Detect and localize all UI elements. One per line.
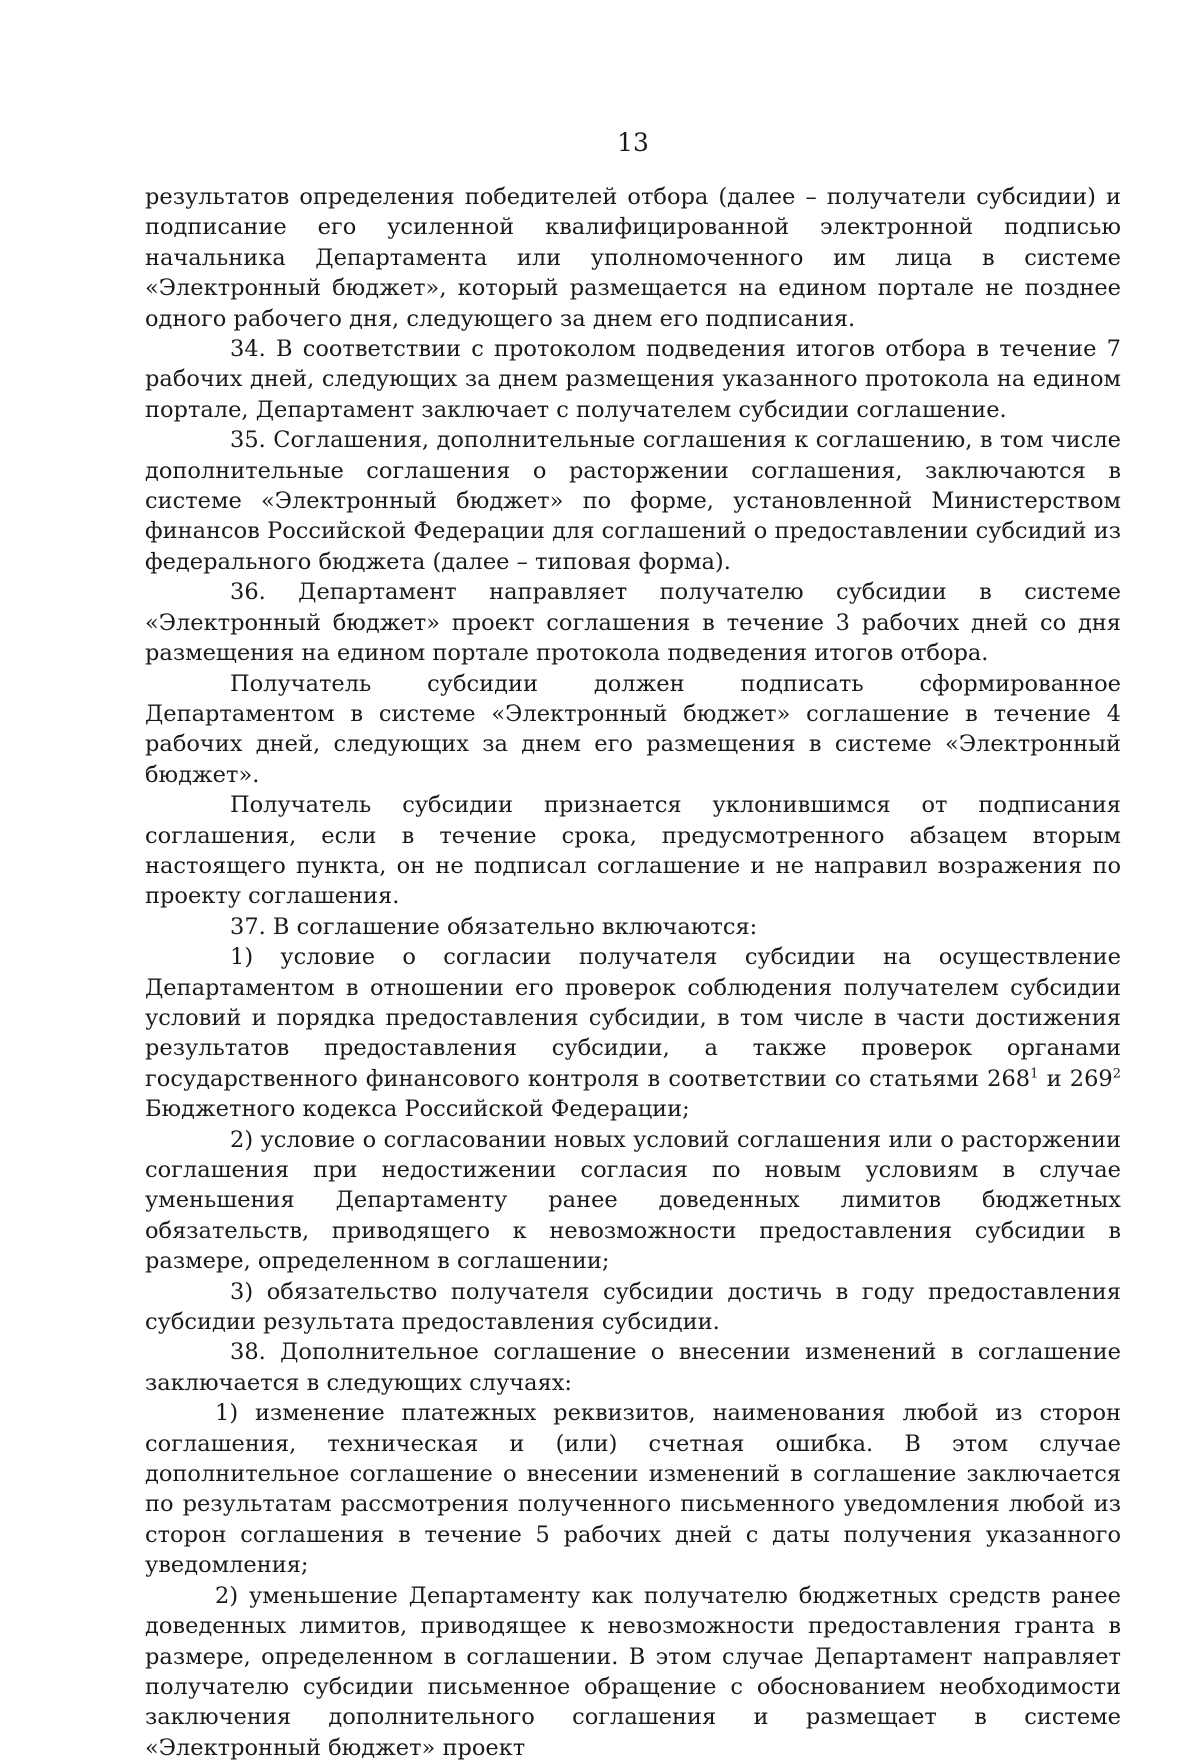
item-1-text-before: 1) условие о согласии получателя субсидии на осуществление Департаментом в отношении его проверок соблюдения получателем субсидии условий и порядка предоставления субсидии, в том числе в части достижения результатов предоставления субсидии, а также проверок органами государственного финансового контроля в соответствии со статьями 268 [145,944,1121,1092]
paragraph-38-item-1: 1) изменение платежных реквизитов, наименования любой из сторон соглашения, техническая и (или) счетная ошибка. В этом случае дополнительное соглашение о внесении изменений в соглашение заключается по результатам рассмотрения полученного письменного уведомления любой из сторон соглашения в течение 5 рабочих дней с даты получения указанного уведомления; [145,1400,1121,1579]
paragraph-35: 35. Соглашения, дополнительные соглашения к соглашению, в том числе дополнительные соглашения о расторжении соглашения, заключаются в системе «Электронный бюджет» по форме, установленной Министерством финансов Российской Федерации для соглашений о предоставлении субсидий из федерального бюджета (далее – типовая форма). [145,427,1121,575]
page-number: 13 [617,128,649,157]
paragraph-36: 36. Департамент направляет получателю субсидии в системе «Электронный бюджет» проект соглашения в течение 3 рабочих дней со дня размещения на едином портале протокола подведения итогов отбора. [145,579,1121,667]
paragraph-37-item-3: 3) обязательство получателя субсидии достичь в году предоставления субсидии результата предоставления субсидии. [145,1278,1121,1336]
paragraph-34: 34. В соответствии с протоколом подведения итогов отбора в течение 7 рабочих дней, следующих за днем размещения указанного протокола на едином портале, Департамент заключает с получателем субсидии соглашение. [145,336,1121,423]
paragraph-38: 38. Дополнительное соглашение о внесении изменений в соглашение заключается в следующих случаях: [145,1339,1121,1396]
article-269-superscript: 2 [1112,1066,1121,1082]
paragraph-continuation: результатов определения победителей отбора (далее – получатели субсидии) и подписание его усиленной квалифицированной электронной подписью начальника Департамента или уполномоченного им лица в системе «Электронный бюджет», который размещается на едином портале не позднее одного рабочего дня, следующего за днем его подписания. [145,184,1121,332]
article-268-superscript: 1 [1030,1066,1039,1082]
paragraph-38-item-2: 2) уменьшение Департаменту как получателю бюджетных средств ранее доведенных лимитов, приводящее к невозможности предоставления гранта в размере, определенном в соглашении. В этом случае Департамент направляет получателю субсидии письменное обращение с обоснованием необходимости заключения дополнительного соглашения и размещает в системе «Электронный бюджет» проект [145,1582,1121,1761]
document-page [145,128,1121,1763]
paragraph-36-evasion: Получатель субсидии признается уклонившимся от подписания соглашения, если в течение срока, предусмотренного абзацем вторым настоящего пункта, он не подписал соглашение и не направил возражения по проекту соглашения. [145,792,1121,910]
paragraph-37: 37. В соглашение обязательно включаются: [230,913,758,940]
item-1-text-after: Бюджетного кодекса Российской Федерации; [145,1096,690,1123]
item-1-text-middle: и 269 [1038,1065,1113,1092]
paragraph-37-item-2: 2) условие о согласовании новых условий соглашения или о расторжении соглашения при недостижении согласия по новым условиям в случае уменьшения Департаменту ранее доведенных лимитов бюджетных обязательств, приводящего к невозможности предоставления субсидии в размере, определенном в соглашении; [145,1126,1121,1275]
paragraph-37-item-1 [145,942,1121,1124]
paragraph-36-recipient-signing: Получатель субсидии должен подписать сформированное Департаментом в системе «Электронный бюджет» соглашение в течение 4 рабочих дней, следующих за днем его размещения в системе «Электронный бюджет». [145,670,1121,788]
